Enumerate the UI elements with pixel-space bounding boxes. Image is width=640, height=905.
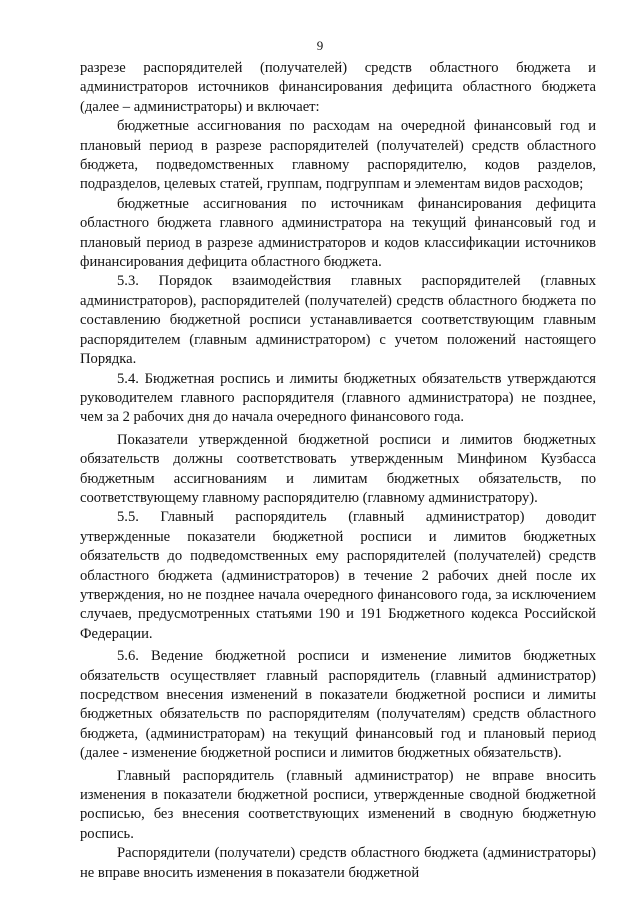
paragraph-section-5-6: 5.6. Ведение бюджетной росписи и изменение лимитов бюджетных обязательств осуществляет главный распорядитель (главный администратор) посредством внесения изменений в показатели бюджетной росписи и лимиты бюджетных обязательств по распорядителям (получателям) средств областного бюджета, (администраторам) на текущий финансовый год и плановый период (далее - изменение бюджетной росписи и лимитов бюджетных обязательств). — [80, 648, 596, 762]
page-number: 9 — [316, 38, 324, 53]
paragraph-section-5-5: 5.5. Главный распорядитель (главный администратор) доводит утвержденные показатели бюджетной росписи и лимитов бюджетных обязательств до подведомственных ему распорядителей (получателей) средств областного бюджета (администраторов) в течение 2 рабочих дней после их утверждения, но не позднее начала очередного финансового года, за исключением случаев, предусмотренных статьями 190 и 191 Бюджетного кодекса Российской Федерации. — [80, 509, 596, 642]
paragraph-approved-indicators: Показатели утвержденной бюджетной росписи и лимитов бюджетных обязательств должны соответствовать утвержденным Минфином Кузбасса бюджетным ассигнованиям и лимитам бюджетных обязательств, по соответствующему главному распорядителю (главному администратору). — [80, 431, 596, 506]
paragraph-continuation: разрезе распорядителей (получателей) средств областного бюджета и администраторов источников финансирования дефицита областного бюджета (далее – администраторы) и включает: — [80, 60, 596, 115]
paragraph-recipients-restriction: Распорядители (получатели) средств областного бюджета (администраторы) не вправе вносить изменения в показатели бюджетной — [80, 845, 596, 881]
document-body — [80, 59, 596, 883]
paragraph-main-manager-restriction: Главный распорядитель (главный администратор) не вправе вносить изменения в показатели бюджетной росписи, утвержденные сводной бюджетной росписью, без внесения соответствующих изменений в сводную бюджетную роспись. — [80, 767, 596, 842]
paragraph-expense-allocations: бюджетные ассигнования по расходам на очередной финансовый год и плановый период в разрезе распорядителей (получателей) средств областного бюджета, подведомственных главному распорядителю, кодов разделов, подразделов, целевых статей, группам, подгруппам и элементам видов расходов; — [80, 118, 596, 193]
paragraph-deficit-financing-allocations: бюджетные ассигнования по источникам финансирования дефицита областного бюджета главного администратора на текущий финансовый год и плановый период в разрезе администраторов и кодов классификации источников финансирования дефицита областного бюджета. — [80, 195, 596, 271]
paragraph-section-5-4: 5.4. Бюджетная роспись и лимиты бюджетных обязательств утверждаются руководителем главного распорядителя (главного администратора) не позднее, чем за 2 рабочих дня до начала очередного финансового года. — [80, 370, 596, 426]
paragraph-section-5-3: 5.3. Порядок взаимодействия главных распорядителей (главных администраторов), распорядителей (получателей) средств областного бюджета по составлению бюджетной росписи устанавливается соответствующим главным распорядителем (главным администратором) с учетом положений настоящего Порядка. — [80, 273, 596, 368]
